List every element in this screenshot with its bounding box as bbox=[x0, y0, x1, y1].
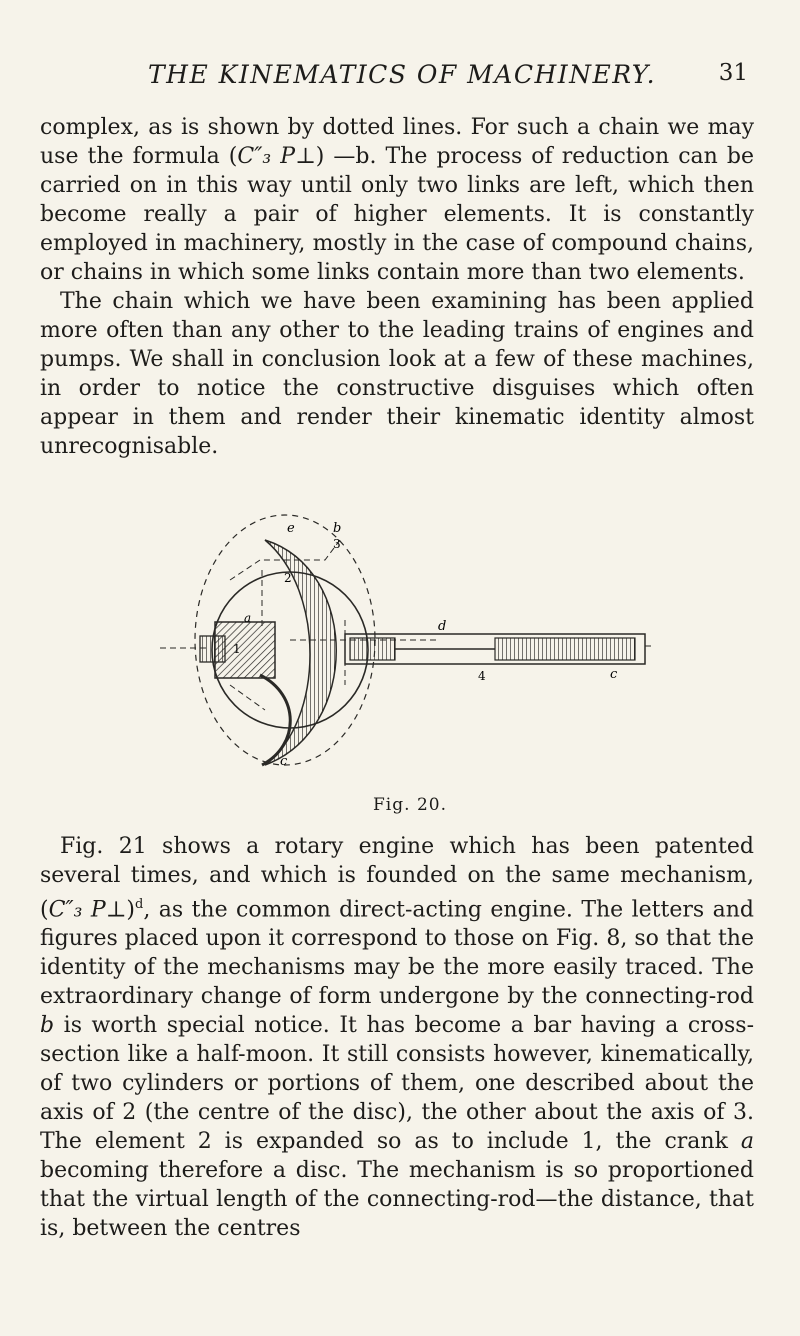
label-e: e bbox=[287, 521, 295, 536]
figure-caption: Fig. 20. bbox=[373, 795, 447, 815]
paragraph-3: Fig. 21 shows a rotary engine which has been patented several times, and which is founded on the same mechanism, (C″₃ P⊥)$^d$, as the common direct-acting engine. The letters and figures placed upon it correspond to those on Fig. 8, so that the identity of the mechanisms may be the more easily traced. The extraordinary change of form undergone by the connecting-rod b is worth special notice. It has become a bar having a cross-section like a half-moon. It still consists however, kinematically, of two cylinders or portions of them, one described about the axis of 2 (the centre of the disc), the other about the axis of 3. The element 2 is expanded so as to include 1, the crank a becoming therefore a disc. The mechanism is so proportioned that the virtual length of the connecting-rod—the distance, that is, between the centres bbox=[40, 834, 754, 1242]
label-3: 3 bbox=[333, 537, 341, 551]
label-b-top: b bbox=[333, 521, 342, 536]
label-4: 4 bbox=[478, 669, 486, 683]
formula: C″₃ P⊥ bbox=[48, 897, 127, 923]
label-c-bottom: c bbox=[280, 754, 288, 769]
figure-rotary-engine bbox=[150, 510, 660, 770]
page-number: 31 bbox=[718, 60, 748, 86]
text-block-bottom bbox=[40, 832, 754, 1243]
page-header bbox=[148, 60, 748, 96]
label-a: a bbox=[244, 611, 252, 625]
cylinder-left bbox=[350, 638, 395, 660]
running-head: THE KINEMATICS OF MACHINERY. bbox=[148, 60, 657, 89]
label-d: d bbox=[438, 619, 447, 634]
cylinder-right bbox=[495, 638, 635, 660]
shaft bbox=[200, 636, 225, 662]
paragraph-2: The chain which we have been examining has been applied more often than any other to the leading trains of engines and pumps. We shall in conclusion look at a few of these machines, in order to notice the constructive disguises which often appear in them and render their kinematic identity almost unrecognisable. bbox=[40, 289, 754, 459]
text-block-top bbox=[40, 113, 754, 461]
label-1: 1 bbox=[233, 642, 241, 656]
label-2: 2 bbox=[284, 571, 292, 585]
label-c-right: c bbox=[610, 667, 618, 682]
paragraph-1: complex, as is shown by dotted lines. For such a chain we may use the formula (C″₃ P⊥) —b. The process of reduction can be carried on in this way until only two links are left, which then become really a pair of higher elements. It is constantly employed in machinery, mostly in the case of compound chains, or chains in which some links contain more than two elements. bbox=[40, 115, 754, 285]
formula: C″₃ P⊥ bbox=[237, 144, 316, 169]
formula-superscript: d bbox=[134, 897, 144, 912]
